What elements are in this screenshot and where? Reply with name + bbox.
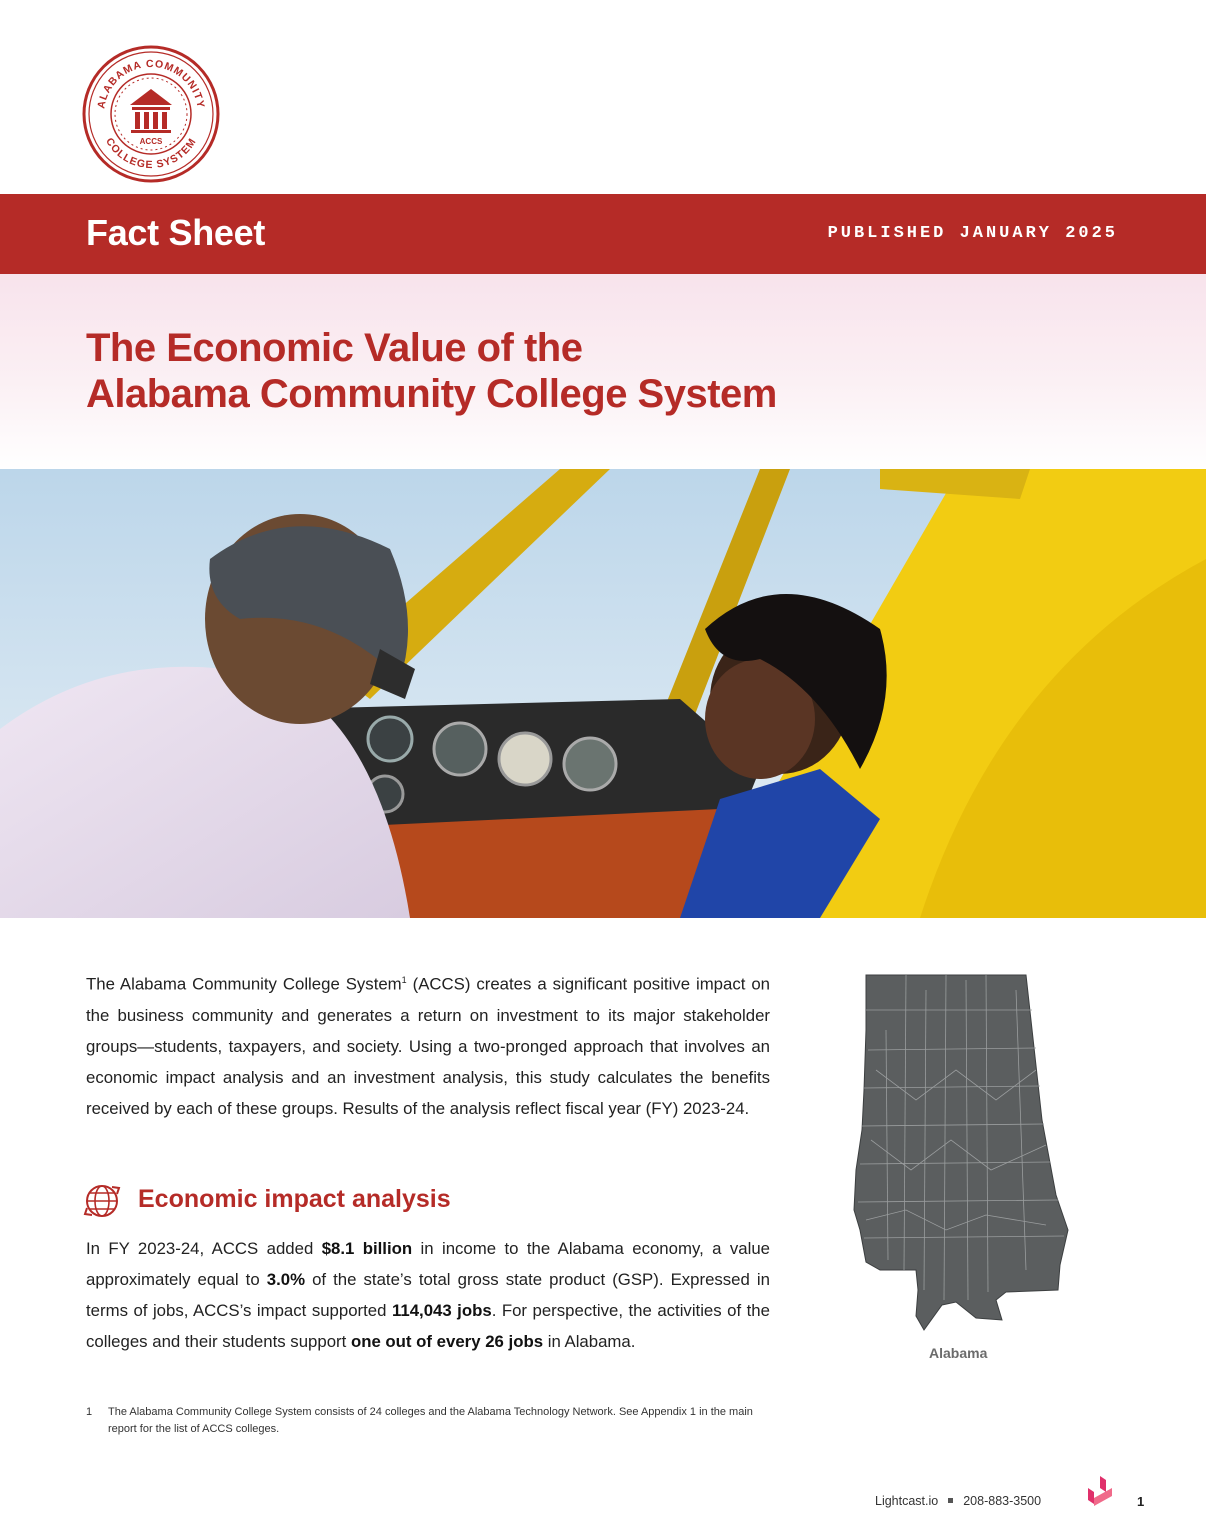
accs-seal-logo (82, 45, 220, 183)
intro-text-2: (ACCS) creates a significant positive impact on the business community and generates a return on investment to its major stakeholder groups—students, taxpayers, and society. Using a two-pronged approach that involves an economic impact analysis and an investment analysis, this study calculates the benefits received by each of these groups. Results of the analysis reflect fiscal year (FY) 2023-24. (86, 974, 770, 1118)
seal-center-text: ACCS (139, 137, 163, 146)
published-date: PUBLISHED JANUARY 2025 (827, 224, 1118, 243)
alabama-county-map (846, 970, 1078, 1340)
impact-paragraph (86, 1233, 770, 1357)
impact-text-2: in income to the Alabama economy, a value approximately equal to (86, 1239, 770, 1289)
impact-text-3: of the state’s total gross state product (GSP). Expressed in terms of jobs, ACCS’s impact supported (86, 1270, 770, 1320)
footer-site[interactable]: Lightcast.io (875, 1494, 939, 1508)
impact-text-4: . For perspective, the activities of the colleges and their students support (86, 1301, 770, 1351)
globe-arrows-icon (82, 1183, 122, 1219)
page-title-line-2: Alabama Community College System (86, 372, 777, 416)
footer-contact (875, 1494, 1041, 1508)
seal-top-text: ALABAMA COMMUNITY (95, 57, 207, 110)
footnote-text: The Alabama Community College System consists of 24 colleges and the Alabama Technology Network. See Appendix 1 in the main report for the list of ACCS colleges. (108, 1406, 753, 1435)
hero-photo (0, 469, 1206, 918)
page-title-line-1: The Economic Value of the (86, 326, 583, 370)
intro-text-1: The Alabama Community College System (86, 974, 402, 994)
lightcast-logo-icon (1084, 1474, 1118, 1508)
impact-income-value: $8.1 billion (321, 1239, 413, 1258)
banner-label: Fact Sheet (86, 212, 266, 253)
impact-jobs-value: 114,043 jobs (391, 1301, 492, 1320)
intro-paragraph (86, 965, 770, 1124)
map-label: Alabama (929, 1345, 988, 1361)
seal-bottom-text: COLLEGE SYSTEM (103, 135, 199, 172)
impact-gsp-percent: 3.0% (266, 1270, 305, 1289)
section-title: Economic impact analysis (138, 1185, 451, 1213)
footer-separator (948, 1498, 953, 1503)
footer-phone: 208-883-3500 (963, 1494, 1042, 1508)
impact-jobs-ratio: one out of every 26 jobs (350, 1332, 544, 1351)
page-number: 1 (1137, 1494, 1145, 1509)
impact-text-1: In FY 2023-24, ACCS added (86, 1239, 322, 1258)
impact-text-5: in Alabama. (543, 1332, 636, 1351)
footnote-ref: 1 (401, 975, 407, 985)
footnote-number: 1 (86, 1406, 93, 1418)
